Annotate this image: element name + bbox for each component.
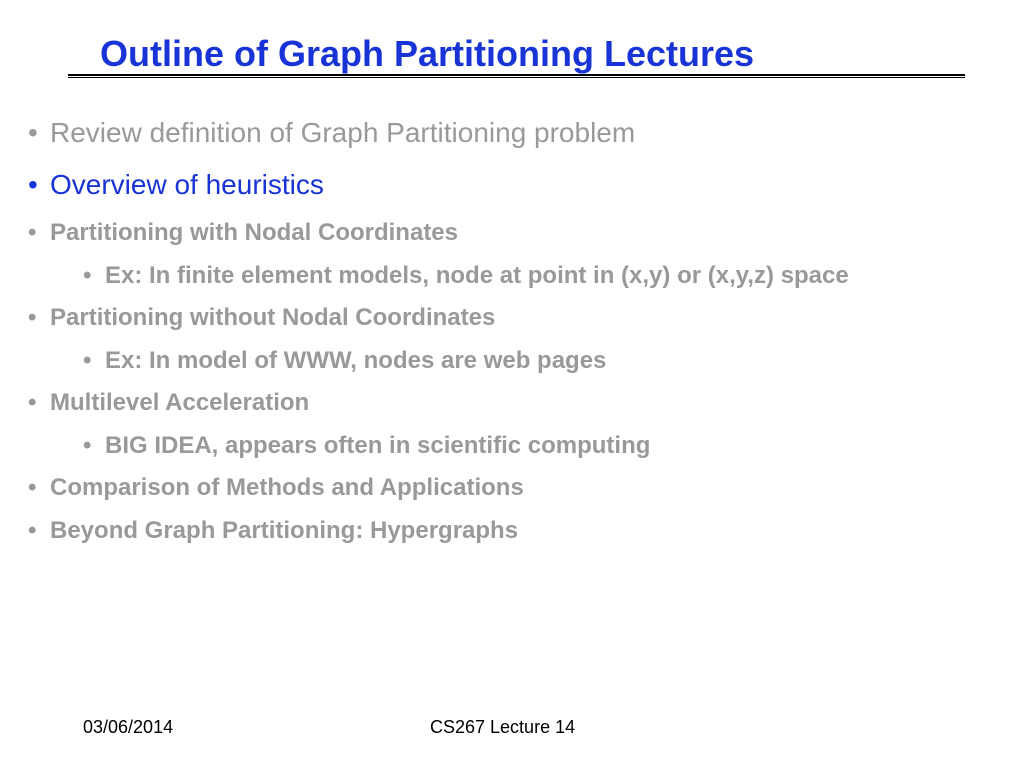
slide-title: Outline of Graph Partitioning Lectures — [100, 33, 755, 74]
bullet-dot: • — [28, 117, 38, 148]
list-item-text: Ex: In finite element models, node at point in (x,y) or (x,y,z) space — [105, 262, 849, 289]
bullet-dot: • — [28, 517, 37, 544]
list-item — [83, 262, 849, 290]
list-item — [28, 219, 458, 247]
bullet-dot: • — [83, 262, 92, 289]
list-item-text: Comparison of Methods and Applications — [50, 474, 524, 501]
bullet-dot: • — [83, 347, 92, 374]
bullet-dot: • — [28, 389, 37, 416]
bullet-dot: • — [28, 219, 37, 246]
list-item — [28, 169, 324, 201]
list-item-text: Multilevel Acceleration — [50, 389, 310, 416]
list-item-text: BIG IDEA, appears often in scientific computing — [105, 432, 651, 459]
list-item-text: Ex: In model of WWW, nodes are web pages — [105, 347, 607, 374]
list-item-text: Review definition of Graph Partitioning problem — [50, 117, 636, 148]
list-item — [28, 474, 524, 502]
list-item — [83, 347, 606, 375]
list-item — [28, 117, 635, 149]
list-item-text: Partitioning without Nodal Coordinates — [50, 304, 496, 331]
list-item — [28, 304, 495, 332]
list-item-text: Overview of heuristics — [50, 169, 324, 200]
bullet-dot: • — [28, 169, 38, 200]
list-item-text: Beyond Graph Partitioning: Hypergraphs — [50, 517, 519, 544]
footer-course: CS267 Lecture 14 — [430, 717, 576, 737]
list-item-text: Partitioning with Nodal Coordinates — [50, 219, 458, 246]
footer-date: 03/06/2014 — [83, 717, 174, 737]
list-item — [28, 517, 518, 545]
bullet-dot: • — [28, 304, 37, 331]
list-item — [83, 432, 650, 460]
list-item — [28, 389, 309, 417]
bullet-dot: • — [28, 474, 37, 501]
bullet-dot: • — [83, 432, 92, 459]
